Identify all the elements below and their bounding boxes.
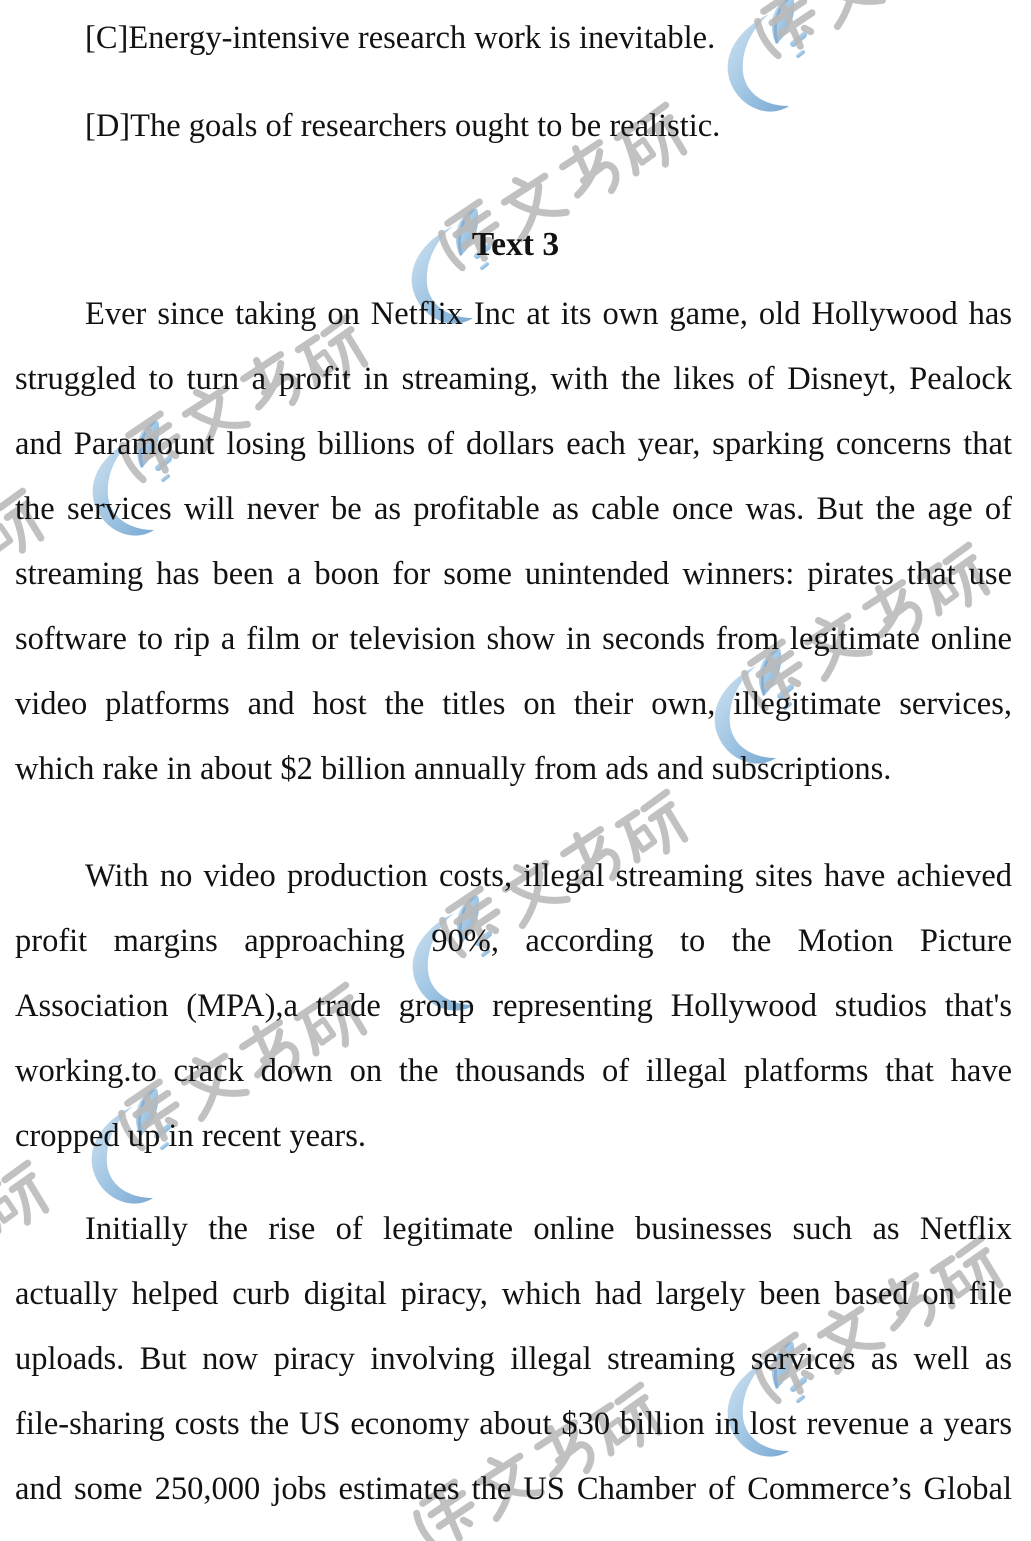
paragraph-3 (15, 1197, 1012, 1522)
option-d: [D]The goals of researchers ought to be realistic. (85, 108, 721, 144)
passage-line: and some 250,000 jobs estimates the US Chamber of Commerce’s Global (15, 1471, 1012, 1507)
passage-line: actually helped curb digital piracy, which had largely been based on file (15, 1276, 1012, 1312)
option-c: [C]Energy-intensive research work is inevitable. (85, 20, 716, 56)
passage-line: Ever since taking on Netflix Inc at its own game, old Hollywood has (85, 296, 1012, 332)
passage-line: Initially the rise of legitimate online businesses such as Netflix (85, 1211, 1012, 1247)
passage-line: file-sharing costs the US economy about $30 billion in lost revenue a years (15, 1406, 1012, 1442)
passage-line: Association (MPA),a trade group representing Hollywood studios that's (15, 988, 1012, 1024)
passage-line: With no video production costs, illegal streaming sites have achieved (85, 858, 1012, 894)
passage-line: which rake in about $2 billion annually from ads and subscriptions. (15, 751, 892, 787)
passage-line: profit margins approaching 90%, according to the Motion Picture (15, 923, 1012, 959)
passage-line: streaming has been a boon for some unintended winners: pirates that use (15, 556, 1012, 592)
passage-line: cropped up in recent years. (15, 1118, 367, 1154)
passage-line: struggled to turn a profit in streaming, with the likes of Disneyt, Pealock (15, 361, 1012, 397)
passage-line: uploads. But now piracy involving illegal streaming services as well as (15, 1341, 1012, 1377)
passage-line: software to rip a film or television show in seconds from legitimate online (15, 621, 1012, 657)
paragraph-2 (15, 844, 1012, 1169)
section-heading: Text 3 (471, 226, 560, 263)
passage-line: working.to crack down on the thousands of illegal platforms that have (15, 1053, 1012, 1089)
passage-line: and Paramount losing billions of dollars each year, sparking concerns that (15, 426, 1012, 462)
passage-line: video platforms and host the titles on their own, illegitimate services, (15, 686, 1012, 722)
paragraph-1 (15, 282, 1012, 802)
passage-line: the services will never be as profitable as cable once was. But the age of (15, 491, 1012, 527)
